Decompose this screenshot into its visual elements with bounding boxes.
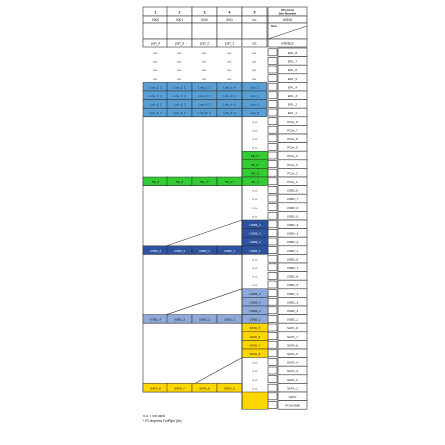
slot-square: [268, 350, 277, 357]
interface-label: USB2_2: [286, 309, 299, 314]
usb2-stair-label: USB2_4: [249, 291, 261, 296]
link-label: Link_5: 1: [149, 111, 162, 116]
slot-square: [268, 255, 277, 262]
header-blank-cell: [143, 23, 168, 39]
not-used-label: n.u.: [226, 68, 233, 73]
link-label: Link_3: 1: [149, 94, 162, 99]
link-label: Link_5: 3: [198, 111, 211, 116]
header-number: 4: [228, 10, 231, 15]
header-port-label: src: [252, 41, 257, 46]
usb3-stair-label: USB3_4: [249, 223, 261, 228]
slot-square: [268, 272, 277, 279]
slot-square: [268, 83, 277, 90]
interface-label: USB2_7: [286, 266, 299, 271]
slot-square: [268, 57, 277, 64]
header-interface-label: Interface: [281, 41, 294, 46]
not-used-label: n.u.: [252, 205, 258, 210]
link-label: Link_4: 2: [173, 102, 186, 107]
not-used-label: n.u.: [152, 51, 159, 56]
sata-band-label: SATA_6: [199, 386, 210, 391]
not-used-label: n.u.: [252, 128, 258, 133]
sata-band-label: SATA_8: [150, 386, 161, 391]
footnote-line-1: n.u. = not used: [143, 414, 165, 419]
not-used-label: n.u.: [176, 68, 183, 73]
header-port-label: port_1: [224, 41, 235, 46]
interface-label: PCIe_6: [287, 137, 298, 142]
usb3-band-label: USB3_4: [149, 248, 162, 253]
slot-square: [268, 315, 277, 322]
not-used-label: n.u.: [252, 360, 258, 365]
sata-stair-label: SATA_6: [249, 334, 261, 339]
not-used-label: n.u.: [251, 59, 258, 64]
interface-label: PCIe_8: [287, 119, 298, 124]
usb3-stair-label: USB3_2: [249, 240, 261, 245]
header-number: 3: [203, 10, 206, 15]
slot-square: [268, 135, 277, 142]
interface-label: SATA_3: [286, 369, 299, 374]
not-used-label: n.u.: [152, 59, 159, 64]
interface-label: PCIe_4: [287, 154, 298, 159]
header-code: 0000: [151, 18, 160, 22]
header-port-label: port_4: [150, 41, 161, 46]
interface-label: PCIe_1: [287, 180, 298, 185]
interface-label: USB2_6: [286, 274, 299, 279]
usb2-band-label: USB2_2: [198, 317, 211, 322]
not-used-label: n.u.: [252, 214, 258, 219]
slot-square: [268, 229, 277, 236]
interface-label: EPL_7: [287, 59, 298, 64]
link-label: Link_2: 1: [149, 85, 162, 90]
interface-label: EPL_4: [287, 85, 298, 90]
slot-square: [268, 109, 277, 116]
not-used-label: n.u.: [176, 76, 183, 81]
not-used-label: n.u.: [252, 377, 258, 382]
slot-square: [268, 204, 277, 211]
interface-label: USB2_8: [286, 257, 299, 262]
header-physical-title2: Slot Number: [278, 11, 297, 16]
slot-square: [268, 66, 277, 73]
not-used-label: n.u.: [152, 76, 159, 81]
interface-label: USB3_5: [286, 214, 299, 219]
interface-label: PCIe_7: [287, 128, 298, 133]
link-label: Link_5: 2: [173, 111, 186, 116]
not-used-label: n.u.: [252, 257, 258, 262]
not-used-label: n.u.: [176, 51, 183, 56]
slot-square: [268, 161, 277, 168]
link-label: Link_2: [250, 85, 259, 90]
slot-square: [268, 118, 277, 125]
link-label: Link_4: [250, 102, 259, 107]
not-used-label: n.u.: [252, 283, 258, 288]
link-label: Link_5: 4: [223, 111, 236, 116]
not-used-label: n.u.: [251, 51, 258, 56]
slot-square: [268, 367, 277, 374]
slot-square: [268, 401, 277, 408]
interface-label: USB3_2: [286, 240, 299, 245]
sata-blank-area: [143, 323, 242, 392]
link-label: Link_2: 3: [198, 85, 211, 90]
not-used-label: n.u.: [252, 266, 258, 271]
not-used-label: n.u.: [252, 369, 258, 374]
sata-stair-label: SATA_5: [249, 326, 261, 331]
link-label: Link_5: [250, 111, 259, 116]
header-physical-title: Physical: [281, 7, 294, 12]
interface-label: SATA_6: [286, 343, 299, 348]
not-used-label: n.u.: [152, 68, 159, 73]
usb2-blank-area: [143, 254, 242, 323]
sata-stair-label: SATA_8: [249, 352, 261, 357]
not-used-label: n.u.: [251, 76, 258, 81]
slot-square: [268, 264, 277, 271]
slot-square: [268, 307, 277, 314]
header-port-label: port_2: [199, 41, 210, 46]
slot-square: [268, 195, 277, 202]
interface-label: SATA_4: [286, 360, 299, 365]
usb2-band-label: USB2_4: [149, 317, 162, 322]
slot-square: [268, 376, 277, 383]
link-label: Link_3: 4: [223, 94, 236, 99]
link-label: Link_2: 4: [223, 85, 236, 90]
link-label: Link_4: 1: [149, 102, 162, 107]
header-number: 1: [154, 10, 157, 15]
link-label: Link_3: 3: [198, 94, 211, 99]
slot-square: [268, 358, 277, 365]
header-blank-cell: [192, 23, 217, 39]
not-used-label: n.u.: [252, 145, 258, 150]
slot-square: [268, 290, 277, 297]
slot-square: [268, 238, 277, 245]
interface-label: USB2_1: [286, 317, 299, 322]
pe-stair-label: PE_2*: [250, 162, 260, 167]
sata-band-label: SATA_5: [224, 386, 235, 391]
not-used-label: n.u.: [226, 51, 233, 56]
slot-square: [268, 341, 277, 348]
slot-square: [268, 92, 277, 99]
header-code: n.u.: [251, 18, 258, 22]
interface-label: EPL_3: [287, 94, 298, 99]
usb3-stair-label: USB3_3: [249, 231, 261, 236]
slot-square: [268, 247, 277, 254]
slot-square: [268, 126, 277, 133]
slot-square: [268, 333, 277, 340]
interface-label: USB3_1: [286, 248, 299, 253]
interface-label: USB3_6: [286, 205, 299, 210]
interface-label: SATA_2: [286, 377, 299, 382]
usb3-band-label: USB3_3: [173, 248, 186, 253]
not-used-label: n.u.: [226, 59, 233, 64]
interface-label: USB2_5: [286, 283, 299, 288]
slot-square: [268, 75, 277, 82]
not-used-label: n.u.: [252, 386, 258, 391]
not-used-label: n.u.: [226, 76, 233, 81]
usb3-band-label: USB3_2: [198, 248, 211, 253]
not-used-label: n.u.: [251, 68, 258, 73]
interface-label: SATA_8: [286, 326, 299, 331]
slot-square: [268, 143, 277, 150]
usb2-stair-label: USB2_3: [249, 300, 261, 305]
header-port-label: port_3: [174, 41, 185, 46]
sata-stair-label: SATA_7: [249, 343, 261, 348]
interface-label: EPL_2: [287, 102, 298, 107]
slot-square: [268, 384, 277, 391]
pe-stair-label: PE_4: [251, 180, 259, 185]
gpio-yellow-block: [242, 392, 268, 409]
header-code: 0001: [175, 18, 184, 22]
not-used-label: n.u.: [176, 59, 183, 64]
header-slot-label: Slot: [271, 24, 277, 28]
link-label: Link_3: 2: [173, 94, 186, 99]
interface-label: USB3_8: [286, 188, 299, 193]
not-used-label: n.u.: [252, 274, 258, 279]
slot-square: [268, 324, 277, 331]
slot-square: [268, 169, 277, 176]
not-used-label: n.u.: [252, 197, 258, 202]
not-used-label: n.u.: [201, 68, 208, 73]
interface-label: EPL_6: [287, 68, 298, 73]
interface-label: PCIe_5: [287, 145, 298, 150]
header-code: 0010: [200, 18, 209, 22]
pe-band-label: PE_2*: [200, 180, 209, 185]
usb2-stair-label: USB2_1: [249, 317, 261, 322]
pe-stair-label: PE_3: [251, 171, 259, 176]
link-label: Link_4: 3: [198, 102, 211, 107]
pcie-blank-area: [143, 117, 242, 186]
interface-label: SATA_7: [286, 334, 299, 339]
not-used-label: n.u.: [252, 119, 258, 124]
not-used-label: n.u.: [252, 137, 258, 142]
not-used-label: n.u.: [252, 188, 258, 193]
link-label: Link_4: 4: [223, 102, 236, 107]
slot-square: [268, 393, 277, 400]
interface-label: USB2_4: [286, 291, 299, 296]
header-number: 2: [178, 10, 181, 15]
header-blank-cell: [217, 23, 242, 39]
not-used-label: n.u.: [201, 76, 208, 81]
usb2-stair-label: USB2_2: [249, 309, 261, 314]
interface-label: EPL_5: [287, 76, 298, 81]
slot-square: [268, 152, 277, 159]
usb3-blank-area: [143, 186, 242, 255]
slot-square: [268, 221, 277, 228]
header-blank-cell: [167, 23, 192, 39]
interface-label: PCIe/SMB: [285, 403, 300, 408]
slot-square: [268, 186, 277, 193]
slot-square: [268, 298, 277, 305]
footnote-line-2: * PCIexpress FullPipe (8x): [143, 419, 182, 424]
interface-label: PCIe_2: [287, 171, 298, 176]
sata-band-label: SATA_7: [174, 386, 185, 391]
usb2-band-label: USB2_3: [173, 317, 186, 322]
interface-label: USB3_3: [286, 231, 299, 236]
header-blank-cell: [242, 23, 267, 39]
slot-square: [268, 178, 277, 185]
header-code: 0011: [226, 18, 233, 22]
pe-stair-label: PE_1*: [250, 154, 260, 159]
interface-label: USB2_3: [286, 300, 299, 305]
usb3-stair-label: USB3_1: [249, 248, 261, 253]
usb2-band-label: USB2_1: [223, 317, 236, 322]
pe-band-label: PE_1*: [225, 180, 234, 185]
slot-square: [268, 281, 277, 288]
usb3-band-label: USB3_1: [223, 248, 236, 253]
interface-label: USB3_4: [286, 223, 299, 228]
interface-label: EPL_1: [287, 111, 298, 116]
interface-label: SATA_1: [286, 386, 299, 391]
header-number: 5: [253, 10, 256, 15]
slot-square: [268, 100, 277, 107]
slot-square: [268, 212, 277, 219]
slot-square: [268, 49, 277, 56]
interface-label: EPL_8: [287, 51, 298, 56]
interface-label: USB3_7: [286, 197, 299, 202]
interface-label: PCIe_3: [287, 162, 298, 167]
header-sata0: SATA0: [282, 18, 293, 22]
interface-label: GPIO: [288, 395, 297, 400]
link-label: Link_2: 2: [173, 85, 186, 90]
interface-label: SATA_5: [286, 352, 299, 357]
pe-band-label: PE_4: [151, 180, 160, 185]
link-label: Link_3: [250, 94, 259, 99]
pe-band-label: PE_3: [175, 180, 184, 185]
not-used-label: n.u.: [201, 59, 208, 64]
not-used-label: n.u.: [201, 51, 208, 56]
